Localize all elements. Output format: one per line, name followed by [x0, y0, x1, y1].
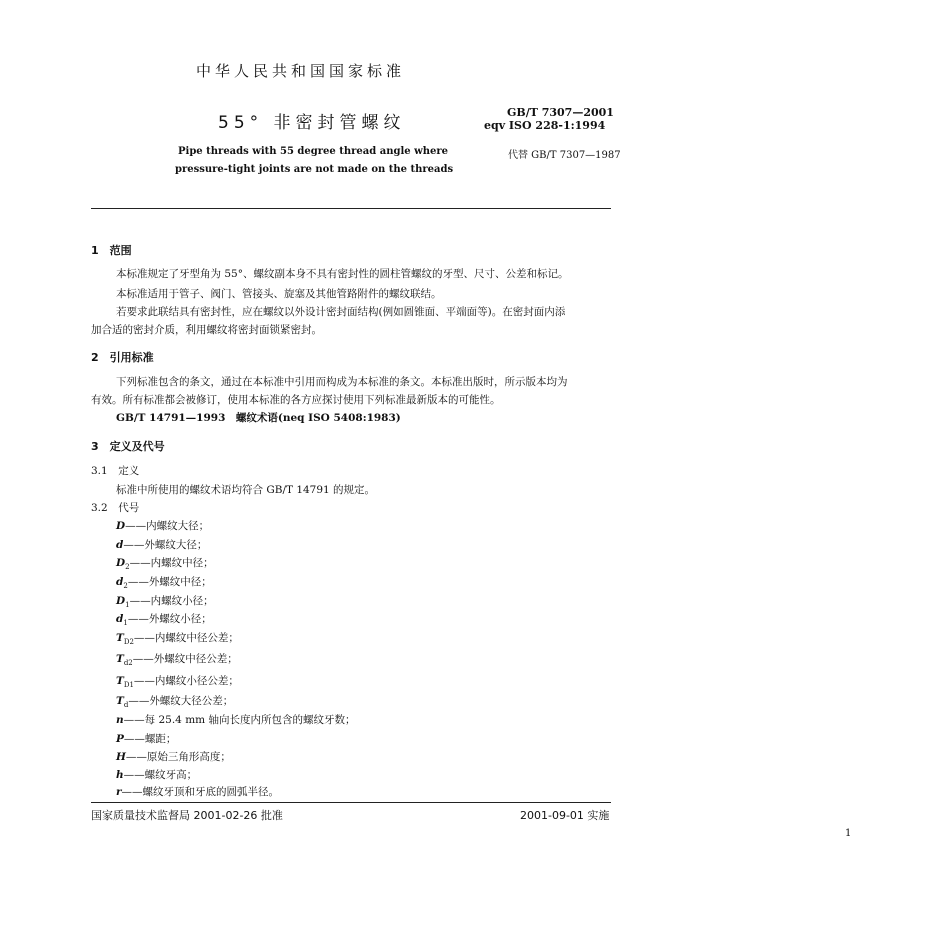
symbol-row-n: n——每 25.4 mm 轴向长度内所包含的螺纹牙数； — [116, 714, 356, 726]
standard-code: GB/T 7307—2001 — [507, 106, 614, 119]
symbol-row-d: d——外螺纹大径； — [116, 539, 208, 551]
symbol-row-H: H——原始三角形高度； — [116, 751, 231, 763]
section-3-1-title: 3.1 定义 — [91, 465, 140, 477]
symbol-row-TD1: $T_{D1}——$内螺纹小径公差； — [116, 675, 239, 690]
header-divider — [91, 208, 611, 209]
section-1-paragraph-3b: 加合适的密封介质，利用螺纹将密封面锁紧密封。 — [91, 324, 322, 336]
symbol-row-h: h——螺纹牙高； — [116, 769, 198, 781]
section-3-1-paragraph: 标准中所使用的螺纹术语均符合 GB/T 14791 的规定。 — [116, 484, 376, 496]
section-1-paragraph-1: 本标准规定了牙型角为 55°、螺纹副本身不具有密封性的圆柱管螺纹的牙型、尺寸、公差和标记。 — [116, 268, 569, 280]
symbol-row-D2: $D_2——$内螺纹中径； — [116, 557, 214, 572]
replaces-standard: 代替 GB/T 7307—1987 — [508, 150, 621, 161]
symbol-row-r: r——螺纹牙顶和牙底的圆弧半径。 — [116, 786, 280, 798]
section-3-2-title: 3.2 代号 — [91, 502, 140, 514]
section-3-title: 3 定义及代号 — [91, 440, 165, 453]
section-2-reference: GB/T 14791—1993 螺纹术语(neq ISO 5408:1983) — [116, 412, 401, 424]
symbol-row-d2: $d_2——$外螺纹中径； — [116, 576, 212, 591]
issuing-organization: 中华人民共和国国家标准 — [196, 62, 406, 80]
symbol-row-D1: $D_1——$内螺纹小径； — [116, 595, 214, 610]
symbol-row-Td: $T_d——$外螺纹大径公差； — [116, 695, 234, 710]
effective-date-line: 2001-09-01 实施 — [520, 809, 610, 822]
section-1-paragraph-3a: 若要求此联结具有密封性，应在螺纹以外设计密封面结构(例如圆锥面、平端面等)。在密封面内添 — [116, 306, 566, 318]
page-number: 1 — [845, 828, 852, 839]
section-1-title: 1 范围 — [91, 244, 132, 257]
footer-divider — [91, 802, 611, 803]
section-2-paragraph-a: 下列标准包含的条文，通过在本标准中引用而构成为本标准的条文。本标准出版时，所示版本均为 — [116, 376, 568, 388]
english-title-line1: Pipe threads with 55 degree thread angle where — [178, 146, 448, 157]
symbol-row-TD2: $T_{D2}——$内螺纹中径公差； — [116, 632, 239, 647]
standard-title: 55° 非密封管螺纹 — [218, 113, 406, 133]
symbol-row-d1: $d_1——$外螺纹小径； — [116, 613, 212, 628]
symbol-row-D: D——内螺纹大径； — [116, 520, 210, 532]
iso-equivalence: eqv ISO 228-1:1994 — [484, 119, 606, 132]
symbol-row-P: P——螺距； — [116, 733, 177, 745]
symbol-row-Td2: $T_{d2}——$外螺纹中径公差； — [116, 653, 238, 668]
english-title-line2: pressure-tight joints are not made on the threads — [175, 164, 454, 175]
section-2-title: 2 引用标准 — [91, 351, 154, 364]
approval-line: 国家质量技术监督局 2001-02-26 批准 — [91, 809, 283, 822]
section-1-paragraph-2: 本标准适用于管子、阀门、管接头、旋塞及其他管路附件的螺纹联结。 — [116, 288, 442, 300]
section-2-paragraph-b: 有效。所有标准都会被修订，使用本标准的各方应探讨使用下列标准最新版本的可能性。 — [91, 394, 501, 406]
